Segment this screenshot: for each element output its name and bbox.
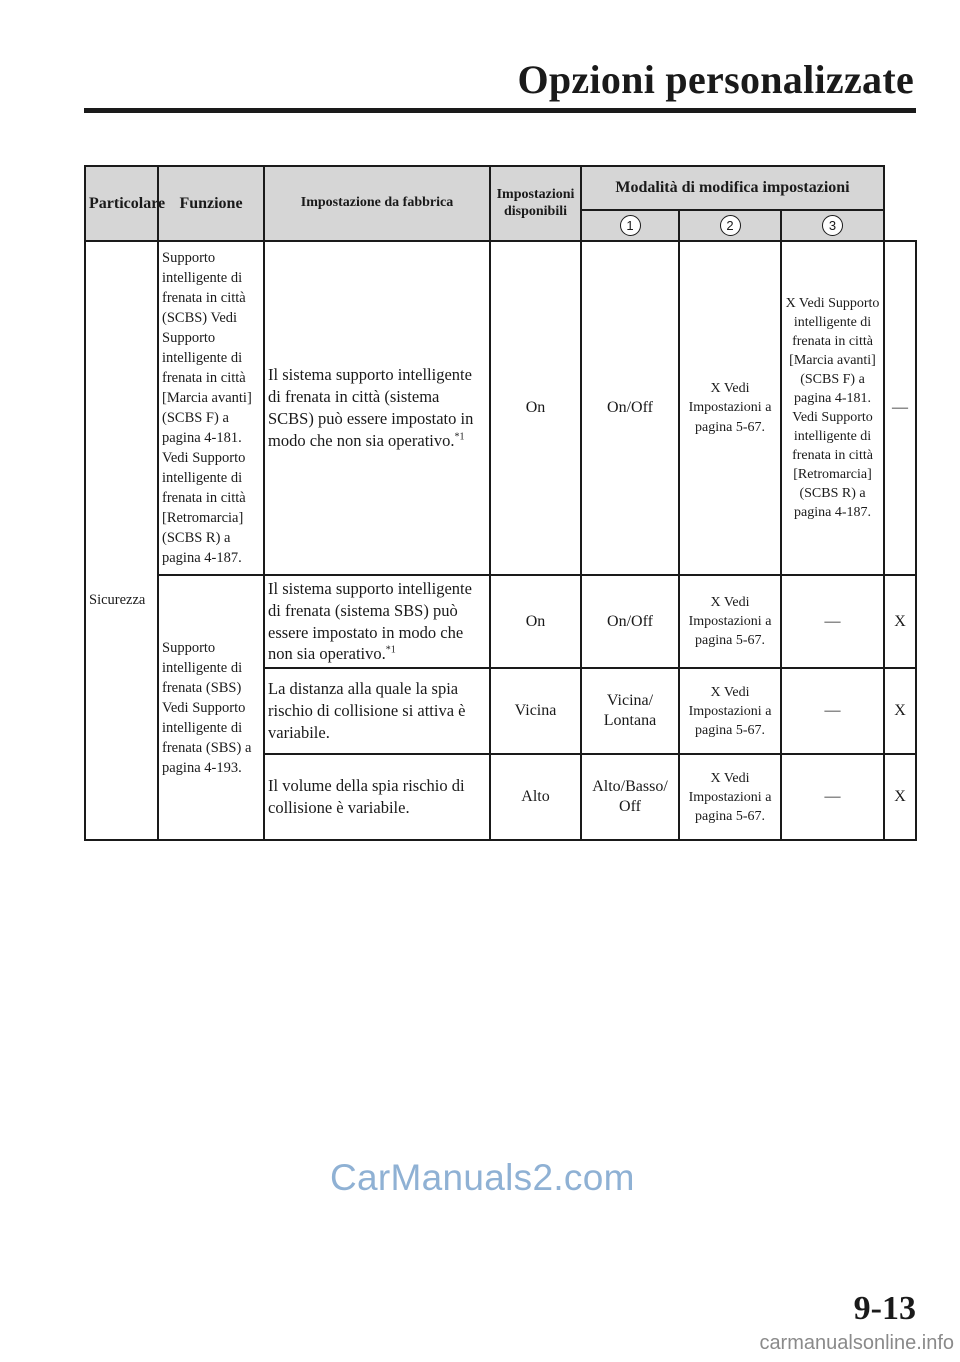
funzione-cell: Il volume della spia rischio di collisione è variabile.: [264, 754, 490, 840]
fabbrica-cell: Vicina: [490, 668, 581, 754]
circled-number-1: 1: [620, 215, 641, 236]
header-impostazioni-disponibili: Impostazioni disponibili: [490, 166, 581, 241]
disponibili-cell: Alto/Basso/ Off: [581, 754, 679, 840]
funzione-cell: [264, 575, 490, 668]
table-row: [85, 241, 916, 575]
mode-3-cell: X: [884, 668, 916, 754]
circled-number-2: 2: [720, 215, 741, 236]
header-mode-3: [781, 210, 884, 241]
mode-3-cell: X: [884, 754, 916, 840]
fabbrica-cell: On: [490, 241, 581, 575]
mode-2-cell: —: [781, 575, 884, 668]
funzione-text: Il sistema supporto intelligente di frenata in città (sistema SCBS) può essere impostato in modo che non sia operativo.: [268, 365, 474, 450]
mode-1-cell: X Vedi Impostazioni a pagina 5-67.: [679, 754, 781, 840]
fabbrica-cell: On: [490, 575, 581, 668]
table-row: [85, 575, 916, 668]
mode-2-cell: —: [781, 668, 884, 754]
page-number: 9-13: [853, 1290, 916, 1327]
funzione-text: Il sistema supporto intelligente di frenata (sistema SBS) può essere impostato in modo che non sia operativo.: [268, 579, 472, 664]
page-title: Opzioni personalizzate: [517, 57, 914, 102]
fabbrica-cell: Alto: [490, 754, 581, 840]
disponibili-cell: On/Off: [581, 241, 679, 575]
header-mode-1: [581, 210, 679, 241]
header-modalita: Modalità di modifica impostazioni: [581, 166, 884, 210]
mode-1-cell: X Vedi Impostazioni a pagina 5-67.: [679, 668, 781, 754]
header-funzione: Funzione: [158, 166, 264, 241]
particolare-cell: Supporto intelligente di frenata (SBS) Vedi Supporto intelligente di frenata (SBS) a pagina 4-193.: [158, 575, 264, 840]
mode-2-cell: X Vedi Supporto intelligente di frenata in città [Marcia avanti] (SCBS F) a pagina 4-181. Vedi Supporto intelligente di frenata in città [Retromarcia] (SCBS R) a pagina 4-187.: [781, 241, 884, 575]
header-row: [85, 166, 916, 210]
particolare-cell: Supporto intelligente di frenata in città (SCBS) Vedi Supporto intelligente di frenata in città [Marcia avanti] (SCBS F) a pagina 4-181. Vedi Supporto intelligente di frenata in città [Retromarcia] (SCBS R) a pagina 4-187.: [158, 241, 264, 575]
mode-2-cell: —: [781, 754, 884, 840]
mode-1-cell: X Vedi Impostazioni a pagina 5-67.: [679, 575, 781, 668]
category-cell: Sicurezza: [85, 241, 158, 840]
disponibili-cell: Vicina/ Lontana: [581, 668, 679, 754]
mode-1-cell: X Vedi Impostazioni a pagina 5-67.: [679, 241, 781, 575]
mode-3-cell: —: [884, 241, 916, 575]
mode-3-cell: X: [884, 575, 916, 668]
circled-number-3: 3: [822, 215, 843, 236]
footer-site: carmanualsonline.info: [759, 1332, 954, 1354]
funzione-cell: [264, 241, 490, 575]
footnote-ref: *1: [454, 431, 465, 443]
title-rule: [84, 108, 916, 113]
options-table: [84, 165, 917, 841]
watermark: CarManuals2.com: [330, 1157, 635, 1198]
footnote-ref: *1: [385, 644, 396, 656]
funzione-cell: La distanza alla quale la spia rischio di collisione si attiva è variabile.: [264, 668, 490, 754]
disponibili-cell: On/Off: [581, 575, 679, 668]
header-impostazione-fabbrica: Impostazione da fabbrica: [264, 166, 490, 241]
header-particolare: Particolare: [85, 166, 158, 241]
header-mode-2: [679, 210, 781, 241]
